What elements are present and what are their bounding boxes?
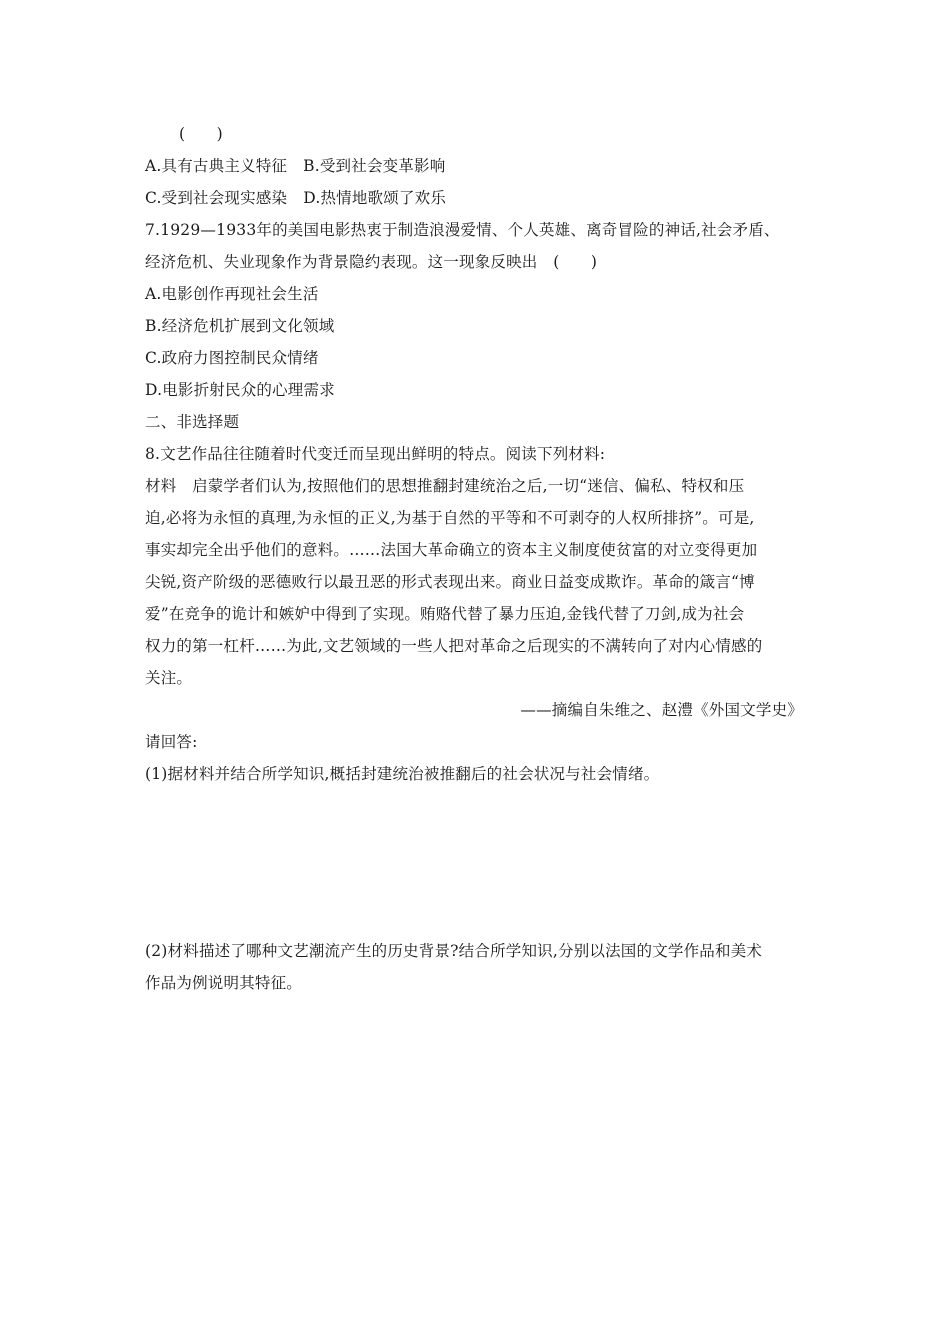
q7-option-d: D.电影折射民众的心理需求 (145, 381, 335, 399)
section-heading: 二、非选择题 (145, 413, 240, 431)
document-page (145, 118, 825, 999)
q8-sub-question-2-line-2: 作品为例说明其特征。 (145, 974, 303, 992)
answer-space (145, 790, 825, 935)
q7-option-a: A.电影创作再现社会生活 (145, 285, 319, 303)
material-source: ——摘编自朱维之、赵澧《外国文学史》 (520, 701, 803, 719)
q6-options-ab (145, 150, 825, 182)
q6-option-d: D.热情地歌颂了欢乐 (303, 189, 447, 207)
q7-stem-line-2: 经济危机、失业现象作为背景隐约表现。这一现象反映出 ( ) (145, 253, 598, 271)
q6-option-c: C.受到社会现实感染 (145, 189, 288, 207)
q7-option-b: B.经济危机扩展到文化领域 (145, 317, 335, 335)
q8-prompt: 请回答: (145, 733, 198, 751)
q7-stem-line-1: 7.1929—1933年的美国电影热衷于制造浪漫爱情、个人英雄、离奇冒险的神话,社会矛盾、 (145, 221, 780, 239)
q8-sub-question-1: (1)据材料并结合所学知识,概括封建统治被推翻后的社会状况与社会情绪。 (145, 765, 660, 783)
q6-option-b: B.受到社会变革影响 (303, 157, 446, 175)
material-line: 权力的第一杠杆……为此,文艺领域的一些人把对革命之后现实的不满转向了对内心情感的 (145, 637, 763, 655)
q6-option-a: A.具有古典主义特征 (145, 157, 288, 175)
material-line: 迫,必将为永恒的真理,为永恒的正义,为基于自然的平等和不可剥夺的人权所排挤”。可是, (145, 509, 755, 527)
material-line: 事实却完全出乎他们的意料。……法国大革命确立的资本主义制度使贫富的对立变得更加 (145, 541, 758, 559)
q8-material (145, 470, 825, 694)
material-line: 尖锐,资产阶级的恶德败行以最丑恶的形式表现出来。商业日益变成欺诈。革命的箴言“博 (145, 573, 755, 591)
q8-stem: 8.文艺作品往往随着时代变迁而呈现出鲜明的特点。阅读下列材料: (145, 445, 606, 463)
q8-sub-question-2-line-1: (2)材料描述了哪种文艺潮流产生的历史背景?结合所学知识,分别以法国的文学作品和美术 (145, 942, 763, 960)
material-line: 关注。 (145, 669, 193, 687)
q7-option-c: C.政府力图控制民众情绪 (145, 349, 319, 367)
material-line: 爱”在竞争的诡计和嫉妒中得到了实现。贿赂代替了暴力压迫,金钱代替了刀剑,成为社会 (145, 605, 745, 623)
q6-options-cd (145, 182, 825, 214)
material-line: 材料 启蒙学者们认为,按照他们的思想推翻封建统治之后,一切“迷信、偏私、特权和压 (145, 477, 745, 495)
q6-answer-paren: ( ) (179, 125, 223, 143)
